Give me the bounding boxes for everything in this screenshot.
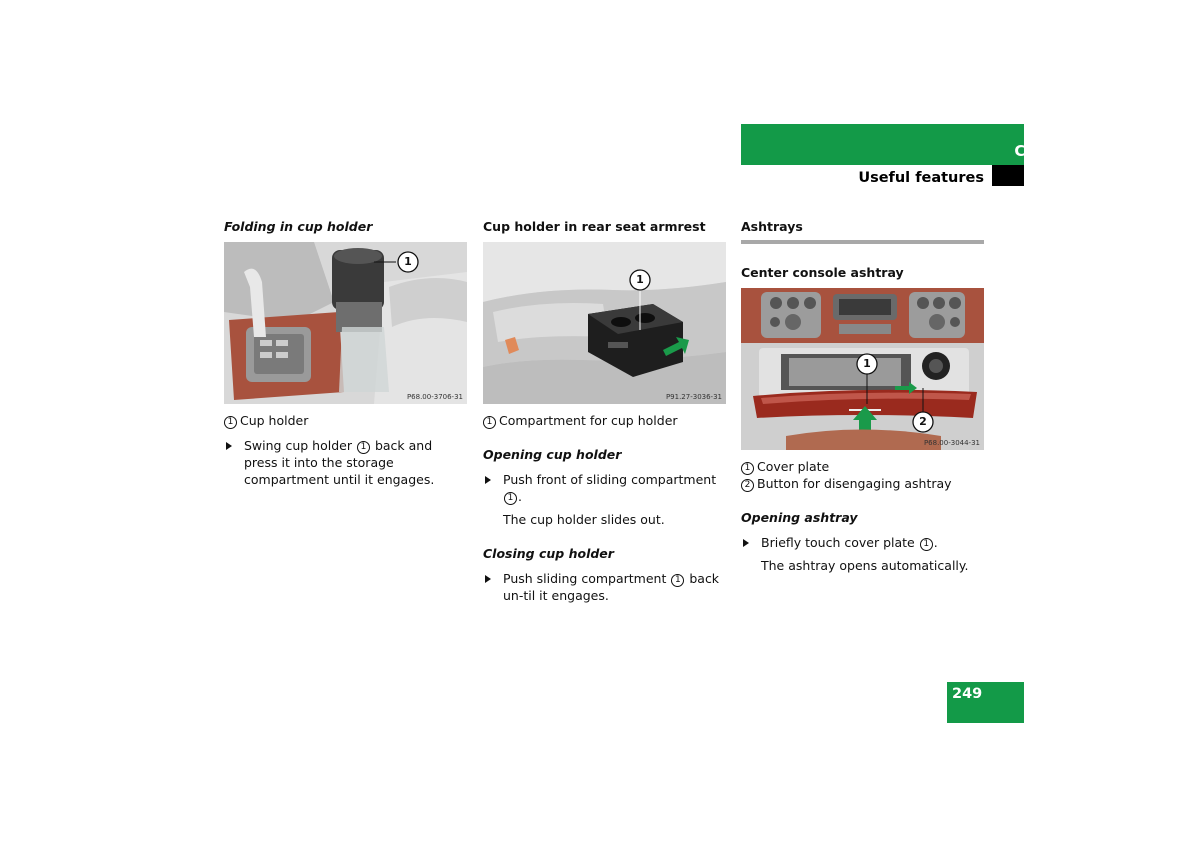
callout-badge: 2 (741, 479, 754, 492)
armrest-illustration (483, 242, 726, 404)
callout-1: 1 (863, 357, 871, 370)
subsection-title: Useful features (858, 170, 984, 186)
heading-opening-ashtray: Opening ashtray (741, 510, 858, 525)
callout-1: 1 (404, 255, 412, 268)
legend-item: 2 Button for disengaging ashtray (741, 475, 984, 492)
page-number: 249 (952, 686, 983, 702)
result-text: The cup holder slides out. (503, 512, 665, 527)
cup-holder-illustration (224, 242, 467, 404)
figure-code: P68.00-3044-31 (923, 439, 980, 447)
callout-badge: 1 (357, 441, 370, 454)
header-marker (992, 165, 1024, 186)
callout-badge: 1 (483, 416, 496, 429)
instruction-step: Briefly touch cover plate 1 . (741, 534, 984, 551)
instruction-step: Push front of sliding compartment 1 . (483, 471, 726, 505)
heading-closing-cup-holder: Closing cup holder (483, 546, 614, 561)
heading-center-console-ashtray: Center console ashtray (741, 265, 904, 280)
heading-opening-cup-holder: Opening cup holder (483, 447, 622, 462)
legend-item: 1 Cover plate (741, 458, 984, 475)
callout-badge: 1 (224, 416, 237, 429)
column-rear-armrest-cup-holder (483, 218, 726, 604)
callout-badge: 1 (504, 492, 517, 505)
callout-badge: 1 (671, 574, 684, 587)
header-band (741, 124, 1024, 165)
callout-2: 2 (919, 415, 927, 428)
callout-badge: 1 (741, 462, 754, 475)
section-rule (741, 240, 984, 244)
heading-rear-armrest: Cup holder in rear seat armrest (483, 219, 706, 234)
figure-folding-cup-holder (224, 242, 467, 404)
figure-rear-armrest (483, 242, 726, 404)
result-text: The ashtray opens automatically. (761, 558, 969, 573)
callout-badge: 1 (920, 538, 933, 551)
figure-center-console-ashtray (741, 288, 984, 450)
figure-code: P91.27-3036-31 (665, 393, 722, 401)
legend-item: 1 Compartment for cup holder (483, 412, 726, 429)
column-ashtrays (741, 218, 984, 574)
section-title: Controls in detail (1014, 142, 1160, 160)
instruction-step: Swing cup holder 1 back and press it into the storage compartment until it engages. (224, 437, 467, 488)
instruction-step: Push sliding compartment 1 back un-til it engages. (483, 570, 726, 604)
heading-folding-cup-holder: Folding in cup holder (224, 219, 373, 234)
heading-ashtrays: Ashtrays (741, 219, 803, 234)
legend-item: 1 Cup holder (224, 412, 467, 429)
column-folding-cup-holder (224, 218, 467, 488)
callout-1: 1 (636, 273, 644, 286)
figure-code: P68.00-3706-31 (406, 393, 463, 401)
